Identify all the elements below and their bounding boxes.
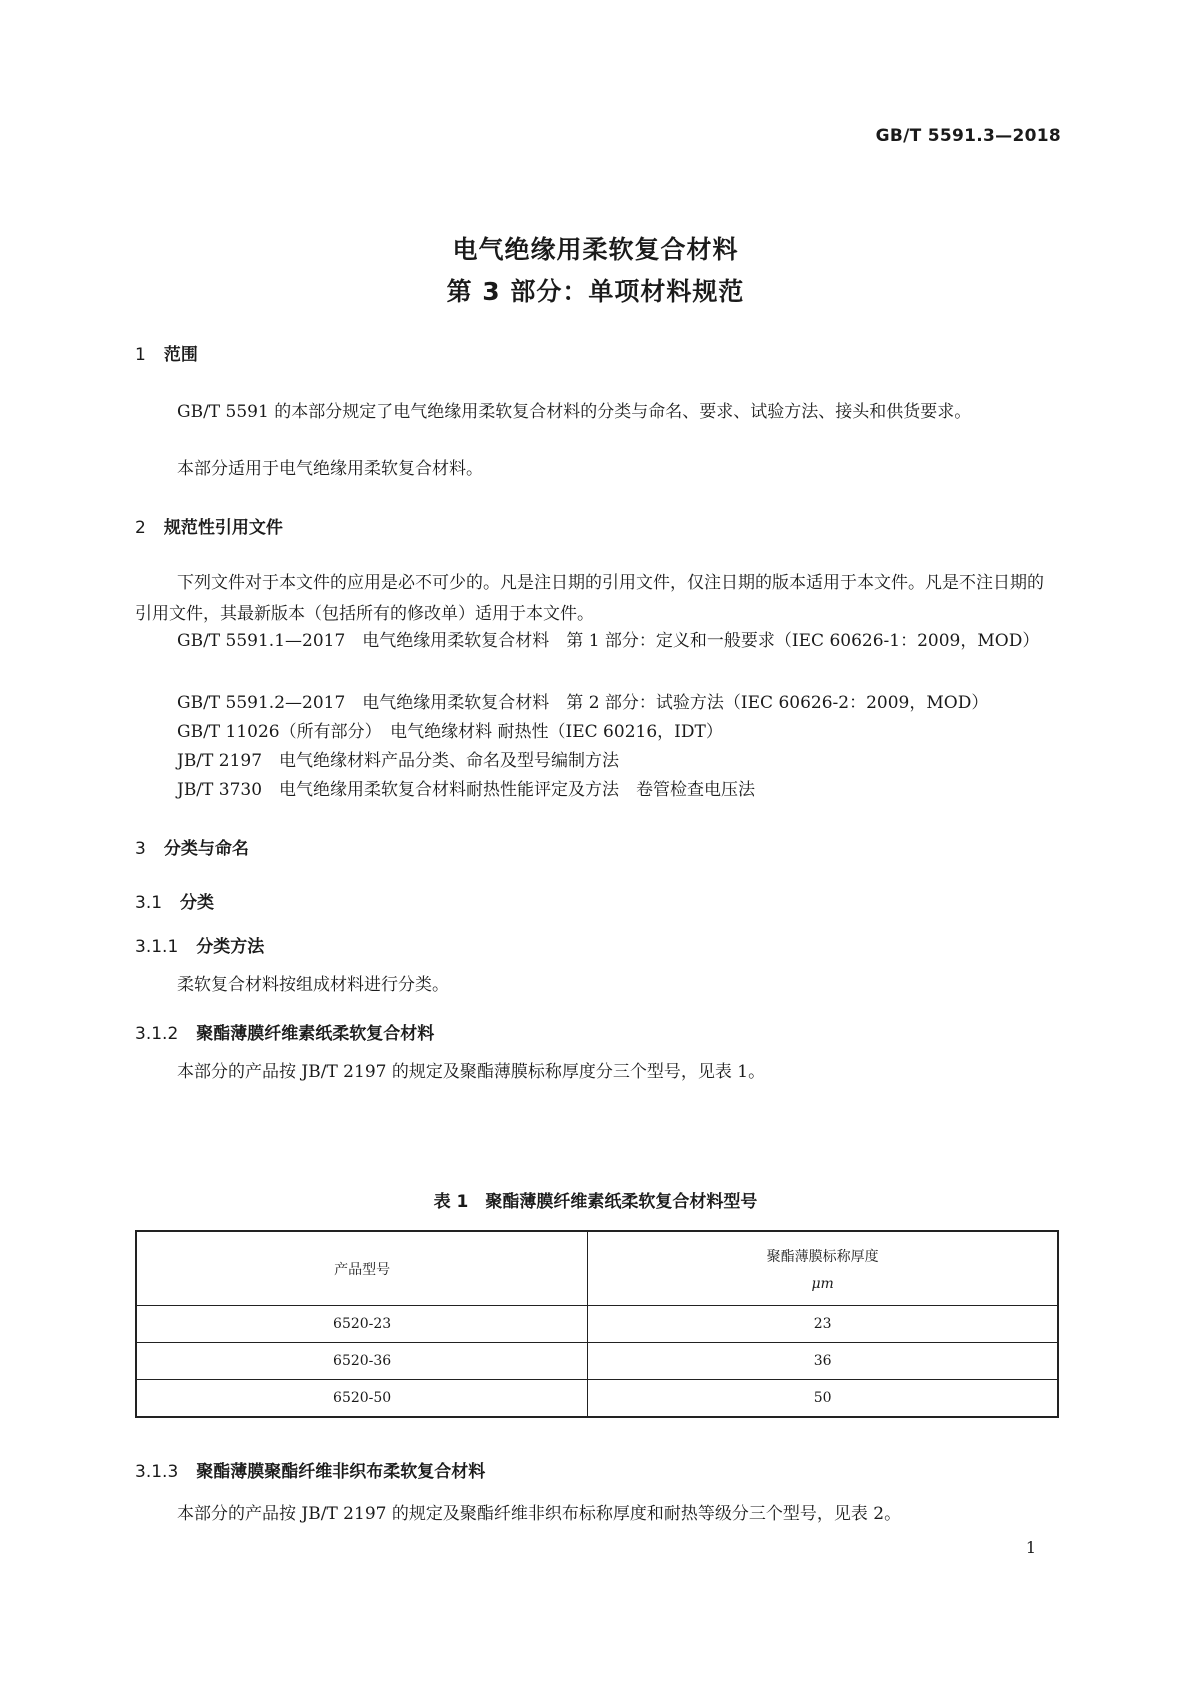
header-nominal-thickness <box>588 1231 1058 1306</box>
cell-model: 6520-50 <box>136 1380 588 1418</box>
reference-3: GB/T 11026（所有部分） 电气绝缘材料 耐热性（IEC 60216，IDT） <box>177 722 723 742</box>
section-number: 3.1 <box>135 893 163 913</box>
section-title: 分类方法 <box>196 937 265 957</box>
table-row <box>136 1380 1058 1418</box>
reference-1: GB/T 5591.1—2017 电气绝缘用柔软复合材料 第 1 部分：定义和一般要求（IEC 60626-1：2009，MOD） <box>177 631 1040 651</box>
section-title: 分类 <box>180 893 215 913</box>
section-3-1-2-heading <box>135 1019 434 1044</box>
reference-5: JB/T 3730 电气绝缘用柔软复合材料耐热性能评定及方法 卷管检查电压法 <box>177 780 756 800</box>
reference-2: GB/T 5591.2—2017 电气绝缘用柔软复合材料 第 2 部分：试验方法（IEC 60626-2：2009，MOD） <box>177 693 989 713</box>
document-subtitle: 第 3 部分：单项材料规范 <box>446 277 745 306</box>
section-number: 2 <box>135 518 146 538</box>
section-1-paragraph-1: GB/T 5591 的本部分规定了电气绝缘用柔软复合材料的分类与命名、要求、试验方法、接头和供货要求。 <box>177 402 972 422</box>
section-3-1-3-paragraph: 本部分的产品按 JB/T 2197 的规定及聚酯纤维非织布标称厚度和耐热等级分三个型号，见表 2。 <box>177 1504 902 1524</box>
header-thickness-unit: μm <box>811 1275 834 1292</box>
section-2-paragraph-1: 下列文件对于本文件的应用是必不可少的。凡是注日期的引用文件，仅注日期的版本适用于本文件。凡是不注日期的引用文件，其最新版本（包括所有的修改单）适用于本文件。 <box>135 573 1044 624</box>
section-title: 分类与命名 <box>163 839 249 859</box>
table-row <box>136 1306 1058 1343</box>
document-title: 电气绝缘用柔软复合材料 <box>452 235 739 264</box>
section-title: 聚酯薄膜纤维素纸柔软复合材料 <box>196 1024 435 1044</box>
header-product-model: 产品型号 <box>136 1231 588 1306</box>
section-number: 3.1.2 <box>135 1024 179 1044</box>
section-3-1-2-paragraph: 本部分的产品按 JB/T 2197 的规定及聚酯薄膜标称厚度分三个型号，见表 1。 <box>177 1062 766 1082</box>
cell-thickness: 50 <box>588 1380 1058 1418</box>
table-1 <box>135 1230 1059 1418</box>
table-header-row <box>136 1231 1058 1306</box>
table-row <box>136 1343 1058 1380</box>
table-1-caption: 表 1 聚酯薄膜纤维素纸柔软复合材料型号 <box>433 1192 758 1212</box>
section-title: 规范性引用文件 <box>163 518 283 538</box>
section-1-heading <box>135 340 198 365</box>
cell-model: 6520-36 <box>136 1343 588 1380</box>
cell-thickness: 36 <box>588 1343 1058 1380</box>
section-3-1-heading <box>135 888 214 913</box>
section-2-heading <box>135 513 283 538</box>
section-1-paragraph-2: 本部分适用于电气绝缘用柔软复合材料。 <box>177 459 483 479</box>
standard-code: GB/T 5591.3—2018 <box>875 126 1061 146</box>
reference-4: JB/T 2197 电气绝缘材料产品分类、命名及型号编制方法 <box>177 751 620 771</box>
cell-thickness: 23 <box>588 1306 1058 1343</box>
header-thickness-label: 聚酯薄膜标称厚度 <box>766 1248 879 1265</box>
section-number: 3.1.3 <box>135 1462 179 1482</box>
section-title: 范围 <box>163 345 198 365</box>
cell-model: 6520-23 <box>136 1306 588 1343</box>
section-3-1-1-heading <box>135 932 264 957</box>
section-3-1-3-heading <box>135 1457 485 1482</box>
page-number: 1 <box>1025 1538 1036 1557</box>
section-3-1-1-paragraph: 柔软复合材料按组成材料进行分类。 <box>177 975 449 995</box>
section-3-heading <box>135 834 249 859</box>
section-number: 3.1.1 <box>135 937 179 957</box>
section-number: 1 <box>135 345 146 365</box>
section-number: 3 <box>135 839 146 859</box>
section-title: 聚酯薄膜聚酯纤维非织布柔软复合材料 <box>196 1462 486 1482</box>
